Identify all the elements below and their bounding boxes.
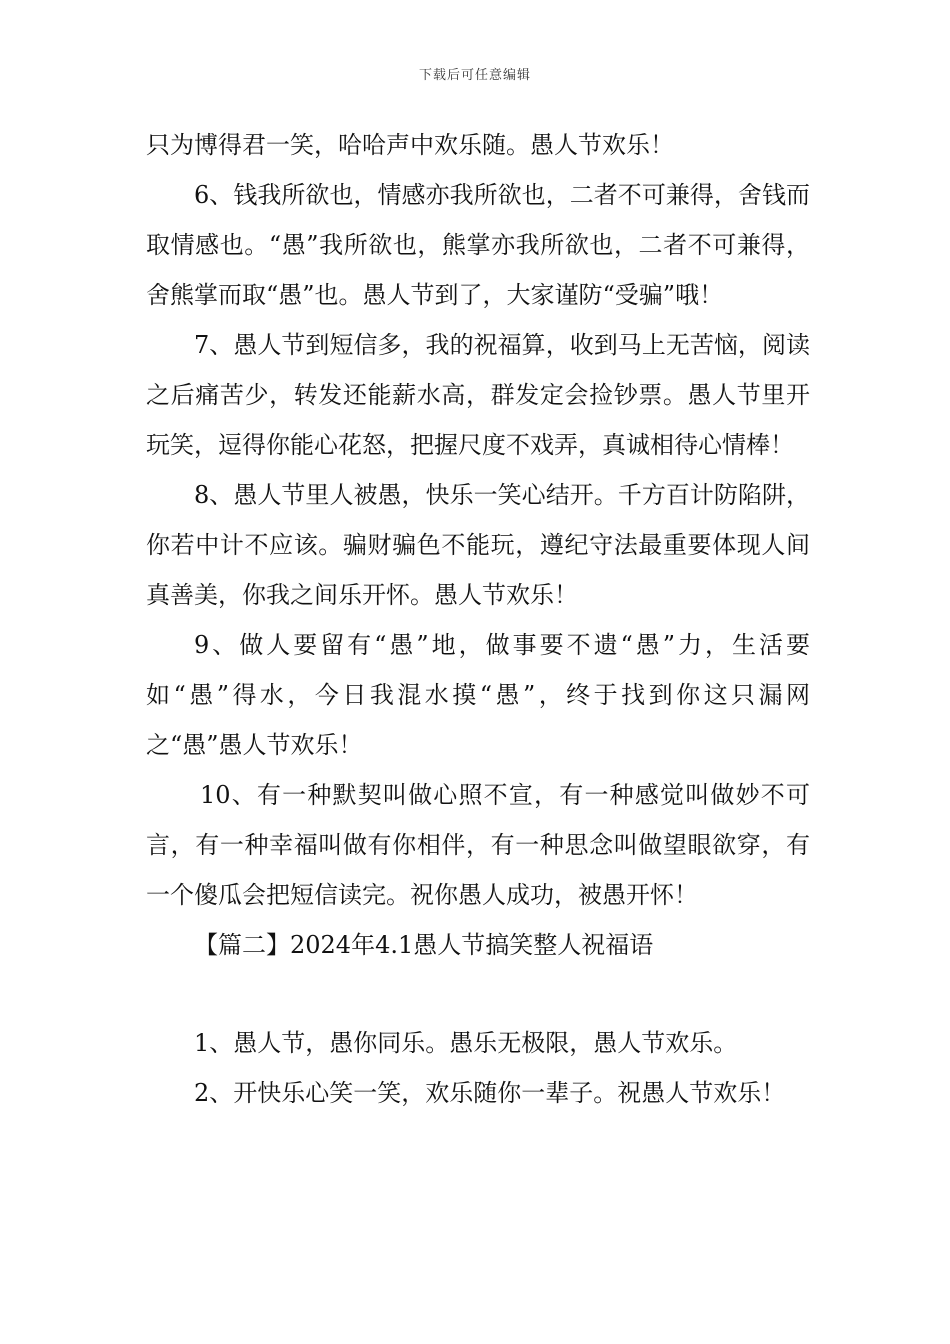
paragraph-section2-item-2: 2、开快乐心笑一笑，欢乐随你一辈子。祝愚人节欢乐！ <box>194 1079 786 1107</box>
paragraph-item-9: 9、做人要留有“愚”地，做事要不遗“愚”力，生活要如“愚”得水，今日我混水摸“愚”，终于找到你这只漏网之“愚”愚人节欢乐！ <box>146 631 810 759</box>
paragraph-continuation: 只为博得君一笑，哈哈声中欢乐随。愚人节欢乐！ <box>146 131 674 159</box>
page-header: 下载后可任意编辑 <box>418 68 531 83</box>
paragraph-item-8: 8、愚人节里人被愚，快乐一笑心结开。千方百计防陷阱，你若中计不应该。骗财骗色不能玩，遵纪守法最重要体现人间真善美，你我之间乐开怀。愚人节欢乐！ <box>146 481 810 609</box>
document-body <box>146 120 810 1118</box>
paragraph-item-7: 7、愚人节到短信多，我的祝福算，收到马上无苦恼，阅读之后痛苦少，转发还能薪水高，群发定会捡钞票。愚人节里开玩笑，逗得你能心花怒，把握尺度不戏弄，真诚相待心情棒！ <box>146 331 810 459</box>
paragraph-item-6: 6、钱我所欲也，情感亦我所欲也，二者不可兼得，舍钱而取情感也。“愚”我所欲也，熊掌亦我所欲也，二者不可兼得，舍熊掌而取“愚”也。愚人节到了，大家谨防“受骗”哦！ <box>146 181 810 309</box>
paragraph-item-10: 10、有一种默契叫做心照不宣，有一种感觉叫做妙不可言，有一种幸福叫做有你相伴，有一种思念叫做望眼欲穿，有一个傻瓜会把短信读完。祝你愚人成功，被愚开怀！ <box>146 781 810 909</box>
paragraph-section2-item-1: 1、愚人节，愚你同乐。愚乐无极限，愚人节欢乐。 <box>194 1029 738 1057</box>
section-spacer <box>146 970 810 1018</box>
section-title: 【篇二】2024年4.1愚人节搞笑整人祝福语 <box>194 931 654 959</box>
